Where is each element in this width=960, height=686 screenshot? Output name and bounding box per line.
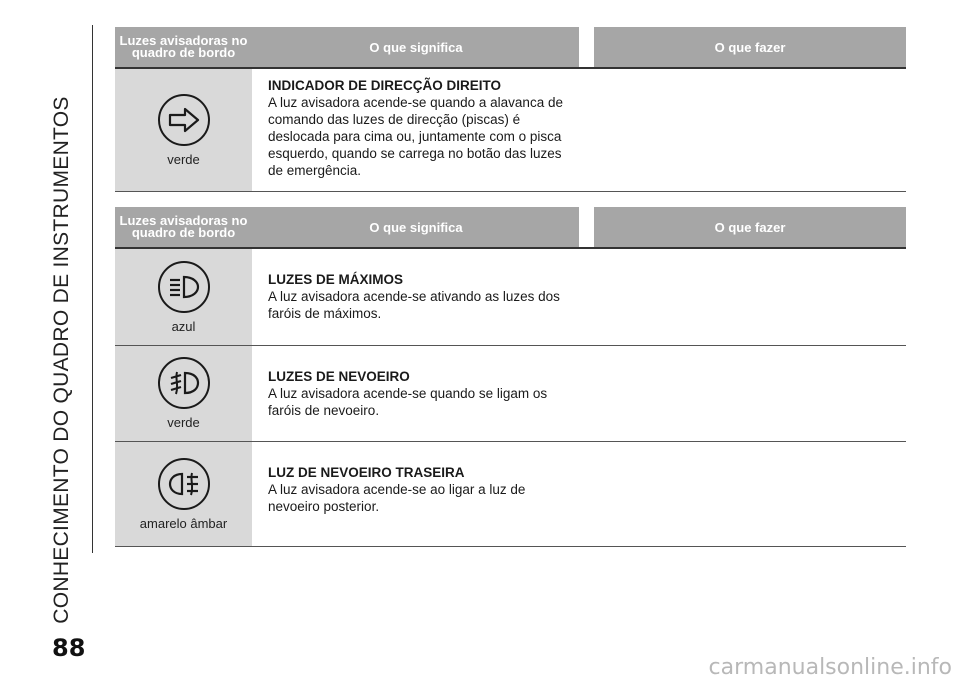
light-color-label: azul bbox=[171, 318, 196, 334]
icon-cell bbox=[115, 69, 252, 191]
header-meaning: O que significa bbox=[369, 39, 463, 55]
light-title: LUZES DE MÁXIMOS bbox=[268, 272, 404, 287]
table-row bbox=[115, 69, 906, 192]
header-meaning: O que significa bbox=[369, 219, 463, 235]
section-title: CONHECIMENTO DO QUADRO DE INSTRUMENTOS bbox=[50, 96, 73, 624]
meaning-cell bbox=[252, 249, 578, 345]
section-divider bbox=[92, 25, 93, 553]
icon-cell bbox=[115, 346, 252, 441]
light-title: LUZ DE NEVOEIRO TRASEIRA bbox=[268, 465, 465, 480]
light-description: A luz avisadora acende-se ativando as luzes dos faróis de máximos. bbox=[268, 289, 560, 321]
table-header bbox=[115, 207, 906, 247]
front-fog-light-icon bbox=[158, 357, 210, 409]
table-row bbox=[115, 346, 906, 442]
light-color-label: amarelo âmbar bbox=[139, 515, 228, 531]
rear-fog-light-icon bbox=[158, 458, 210, 510]
header-action: O que fazer bbox=[714, 219, 786, 235]
warning-lights-table-2 bbox=[115, 207, 906, 547]
light-description: A luz avisadora acende-se ao ligar a luz de nevoeiro posterior. bbox=[268, 482, 526, 514]
table-header bbox=[115, 27, 906, 67]
icon-cell bbox=[115, 249, 252, 345]
table-row bbox=[115, 442, 906, 547]
table-row bbox=[115, 249, 906, 346]
light-color-label: verde bbox=[167, 415, 200, 430]
light-description: A luz avisadora acende-se quando a alavanca de comando das luzes de direcção (piscas) é deslocada para cima ou, juntamente com o pisca esquerdo, quando se carrega no botão das luzes de emergência. bbox=[268, 95, 563, 178]
light-title: LUZES DE NEVOEIRO bbox=[268, 369, 410, 384]
meaning-cell bbox=[252, 69, 578, 191]
meaning-cell bbox=[252, 346, 578, 441]
header-action: O que fazer bbox=[714, 39, 786, 55]
high-beam-icon bbox=[158, 261, 210, 313]
page-number: 88 bbox=[52, 634, 86, 662]
meaning-cell bbox=[252, 442, 578, 546]
header-lights: Luzes avisadoras no quadro de bordo bbox=[119, 213, 248, 240]
header-lights: Luzes avisadoras no quadro de bordo bbox=[119, 33, 248, 60]
watermark: carmanualsonline.info bbox=[708, 655, 952, 680]
light-title: INDICADOR DE DIRECÇÃO DIREITO bbox=[268, 78, 502, 93]
light-description: A luz avisadora acende-se quando se ligam os faróis de nevoeiro. bbox=[268, 386, 548, 418]
right-turn-arrow-icon bbox=[158, 94, 210, 146]
warning-lights-table-1 bbox=[115, 27, 906, 192]
icon-cell bbox=[115, 442, 252, 546]
light-color-label: verde bbox=[167, 151, 200, 167]
